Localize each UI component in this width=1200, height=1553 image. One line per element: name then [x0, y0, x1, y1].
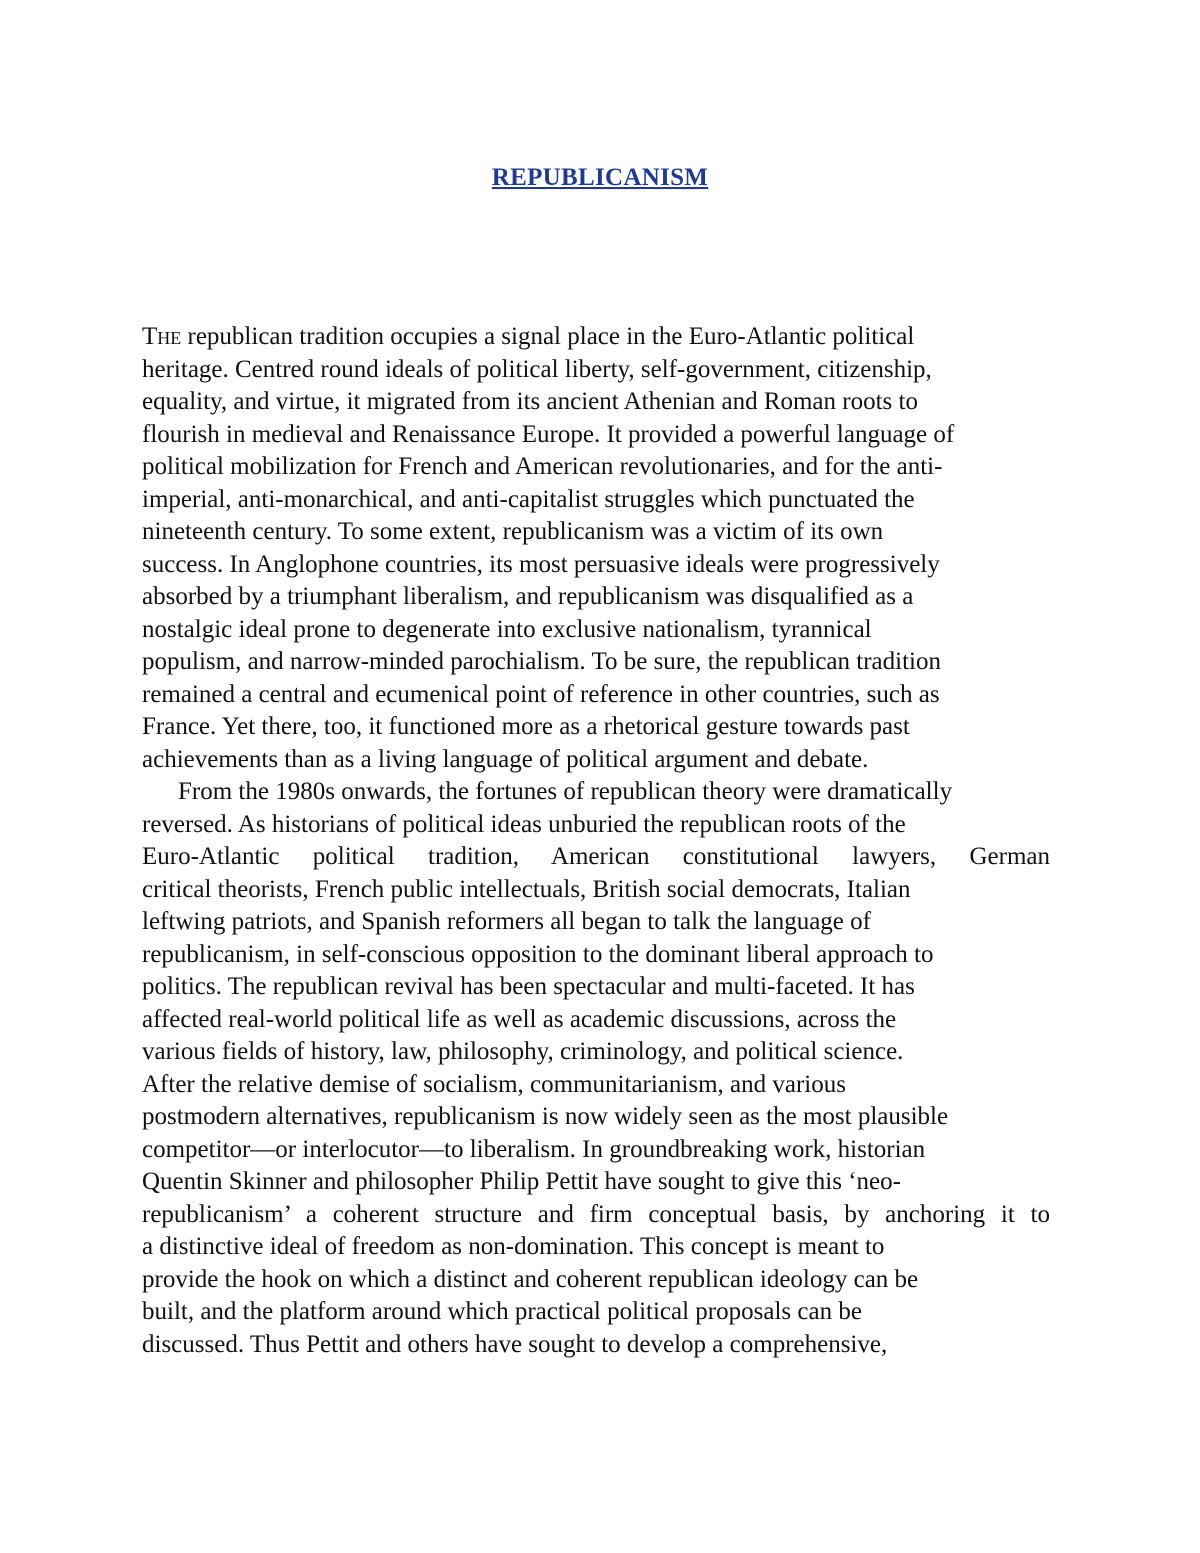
paragraph-2-line-16: provide the hook on which a distinct and coherent republican ideology can be	[142, 1265, 919, 1293]
paragraph-2-line-18: discussed. Thus Pettit and others have sought to develop a comprehensive,	[142, 1330, 888, 1358]
paragraph-1-line-6: imperial, anti-monarchical, and anti-capitalist struggles which punctuated the	[142, 485, 915, 513]
paragraph-2-line-9: various fields of history, law, philosophy, criminology, and political science.	[142, 1038, 904, 1065]
lead-word: The	[142, 323, 182, 350]
paragraph-2-line-11: postmodern alternatives, republicanism is now widely seen as the most plausible	[142, 1103, 949, 1130]
paragraph-1-line-8: success. In Anglophone countries, its most persuasive ideals were progressively	[142, 550, 940, 578]
paragraph-1-line-14: achievements than as a living language of political argument and debate.	[142, 745, 869, 773]
paragraph-1-line-2: heritage. Centred round ideals of political liberty, self-government, citizenship,	[142, 355, 932, 383]
paragraph-2-line-14: republicanism’ a coherent structure and firm conceptual basis, by anchoring it to	[142, 1200, 1050, 1228]
paragraph-1-line-9: absorbed by a triumphant liberalism, and republicanism was disqualified as a	[142, 583, 914, 610]
paragraph-1-line-1	[142, 321, 1050, 354]
paragraph-1-line-5: political mobilization for French and American revolutionaries, and for the anti-	[142, 453, 943, 480]
paragraph-1-line-4: flourish in medieval and Renaissance Europe. It provided a powerful language of	[142, 420, 955, 448]
paragraph-2-line-1: From the 1980s onwards, the fortunes of republican theory were dramatically	[178, 778, 953, 805]
paragraph-2-line-3: Euro-Atlantic political tradition, American constitutional lawyers, German	[142, 843, 1050, 870]
paragraph-1-line-10: nostalgic ideal prone to degenerate into exclusive nationalism, tyrannical	[142, 615, 872, 643]
paragraph-1-line-7: nineteenth century. To some extent, republicanism was a victim of its own	[142, 518, 884, 545]
paragraph-2-line-7: politics. The republican revival has been spectacular and multi-faceted. It has	[142, 973, 915, 1000]
paragraph-1-line-3: equality, and virtue, it migrated from its ancient Athenian and Roman roots to	[142, 388, 918, 415]
paragraph-2-line-5: leftwing patriots, and Spanish reformers all began to talk the language of	[142, 908, 871, 935]
paragraph-1-line-11: populism, and narrow-minded parochialism. To be sure, the republican tradition	[142, 648, 941, 675]
paragraph-2-line-12: competitor—or interlocutor—to liberalism. In groundbreaking work, historian	[142, 1135, 926, 1163]
document-body	[142, 321, 1050, 1361]
document-title: REPUBLICANISM	[491, 164, 709, 191]
paragraph-2-line-4: critical theorists, French public intellectuals, British social democrats, Italian	[142, 875, 911, 903]
paragraph-2-line-2: reversed. As historians of political ideas unburied the republican roots of the	[142, 810, 906, 838]
paragraph-2-line-17: built, and the platform around which practical political proposals can be	[142, 1298, 862, 1325]
line-text: republican tradition occupies a signal place in the Euro-Atlantic political	[181, 323, 915, 350]
paragraph-2-line-15: a distinctive ideal of freedom as non-domination. This concept is meant to	[142, 1233, 885, 1260]
paragraph-1-line-12: remained a central and ecumenical point of reference in other countries, such as	[142, 680, 940, 708]
paragraph-1-line-13: France. Yet there, too, it functioned more as a rhetorical gesture towards past	[142, 713, 910, 740]
paragraph-2-line-13: Quentin Skinner and philosopher Philip Pettit have sought to give this ‘neo-	[142, 1168, 901, 1195]
paragraph-2-line-8: affected real-world political life as well as academic discussions, across the	[142, 1005, 897, 1033]
paragraph-2-line-10: After the relative demise of socialism, communitarianism, and various	[142, 1070, 846, 1098]
paragraph-2-line-6: republicanism, in self-conscious opposition to the dominant liberal approach to	[142, 940, 934, 968]
